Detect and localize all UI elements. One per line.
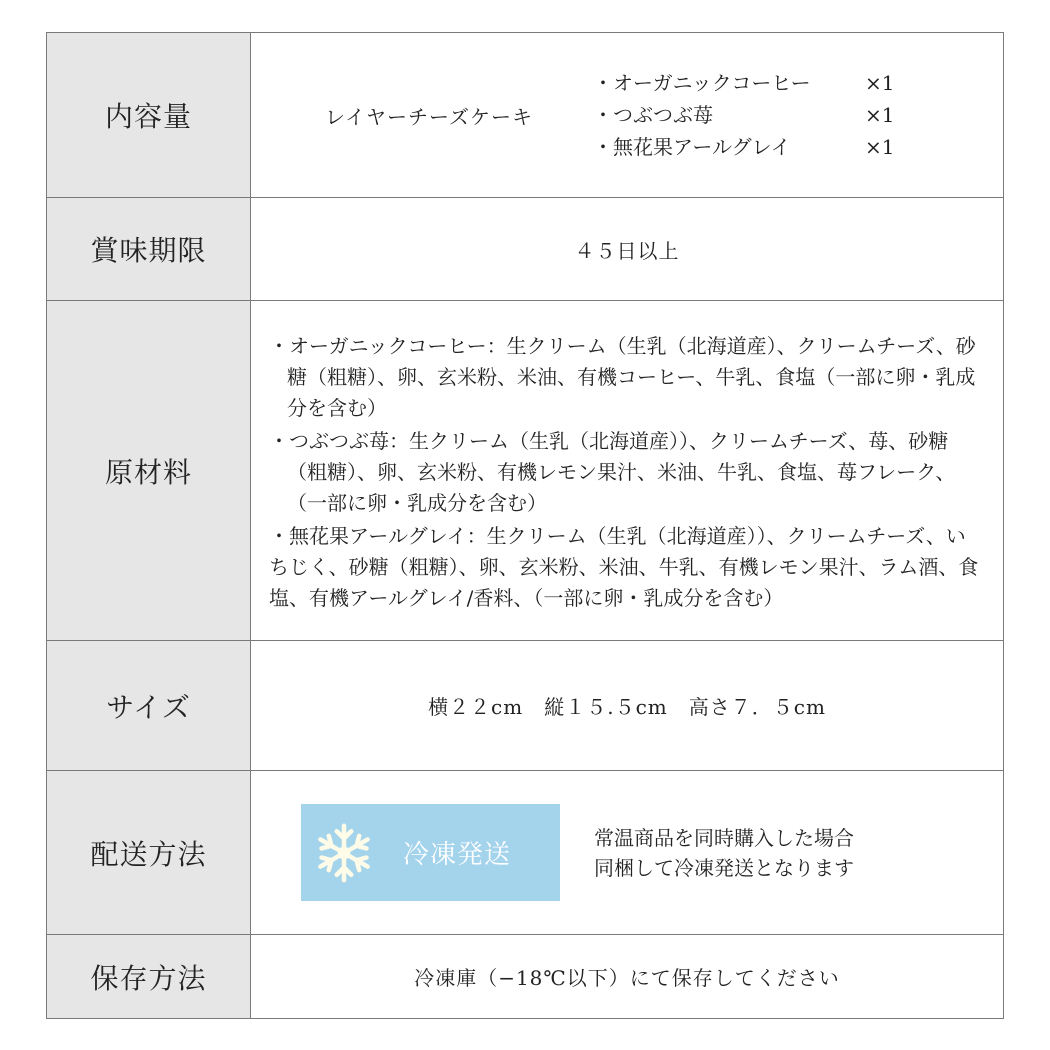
contents-list: [593, 70, 925, 160]
contents-label: 内容量: [47, 33, 251, 198]
item-quantity: ×1: [865, 71, 895, 95]
ingredients-text: [251, 319, 1003, 622]
product-spec-table: [46, 32, 1004, 1019]
ingredient-item: ・つぶつぶ苺：生クリーム（生乳（北海道産））、クリームチーズ、苺、砂糖（粗糖）、卵、玄米粉、有機レモン果汁、米油、牛乳、食塩、苺フレーク、（一部に卵・乳成分を含む）: [269, 429, 956, 515]
item-name: ・無花果アールグレイ: [593, 135, 791, 159]
size-label: サイズ: [47, 641, 251, 771]
expiry-value: ４５日以上: [251, 198, 1004, 301]
product-name: レイヤーチーズケーキ: [325, 104, 533, 129]
item-name: ・オーガニックコーヒー: [593, 71, 811, 95]
shipping-note: [594, 823, 854, 883]
shipping-wrap: [251, 804, 1003, 901]
shipping-label: 配送方法: [47, 771, 251, 935]
shipping-note-line: 同梱して冷凍発送となります: [594, 855, 854, 880]
frozen-badge-label: 冷凍発送: [403, 840, 512, 870]
storage-value: 冷凍庫（−18℃以下）にて保存してください: [251, 935, 1004, 1019]
ingredient-item: ・オーガニックコーヒー：生クリーム（生乳（北海道産）、クリームチーズ、砂糖（粗糖）、卵、玄米粉、米油、有機コーヒー、牛乳、食塩（一部に卵・乳成分を含む）: [269, 334, 976, 420]
item-name: ・つぶつぶ苺: [593, 103, 713, 127]
size-value: 横２２cm 縦１５.５cm 高さ７．５cm: [251, 641, 1004, 771]
frozen-shipping-badge: [301, 804, 560, 901]
spec-row-ingredients: [47, 301, 1004, 641]
ingredients-value: [251, 301, 1004, 641]
spec-row-contents: [47, 33, 1004, 198]
spec-row-shipping: [47, 771, 1004, 935]
contents-value: [251, 33, 1004, 198]
storage-label: 保存方法: [47, 935, 251, 1019]
ingredient-item: ・無花果アールグレイ：生クリーム（生乳（北海道産））、クリームチーズ、いちじく、砂糖（粗糖）、卵、玄米粉、米油、牛乳、有機レモン果汁、ラム酒、食塩、有機アールグレイ/香料、（一部に卵・乳成分を含む）: [269, 524, 979, 610]
item-quantity: ×1: [865, 103, 895, 127]
ingredients-label: 原材料: [47, 301, 251, 641]
list-item: [593, 70, 925, 96]
snowflake-icon: [315, 818, 373, 888]
item-quantity: ×1: [865, 135, 895, 159]
spec-row-size: [47, 641, 1004, 771]
list-item: [593, 102, 925, 128]
expiry-label: 賞味期限: [47, 198, 251, 301]
contents-wrap: [251, 70, 1003, 160]
list-item: [593, 134, 925, 160]
shipping-value: [251, 771, 1004, 935]
shipping-note-line: 常温商品を同時購入した場合: [594, 825, 854, 850]
spec-row-storage: [47, 935, 1004, 1019]
spec-row-expiry: [47, 198, 1004, 301]
